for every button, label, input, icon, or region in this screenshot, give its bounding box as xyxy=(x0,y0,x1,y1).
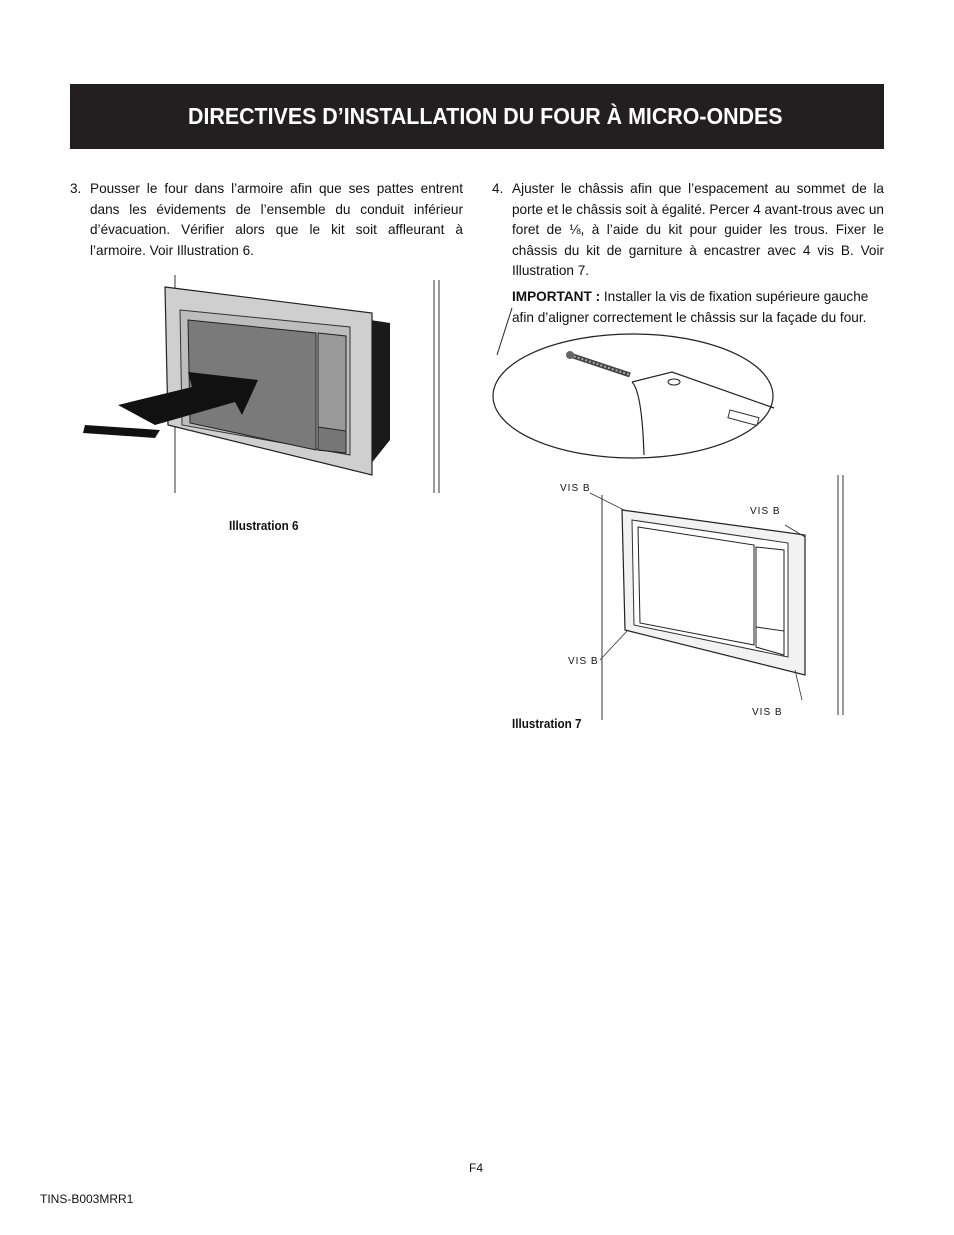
section-header xyxy=(70,84,884,149)
illustration-7-drawing xyxy=(590,475,860,725)
vis-b-label-bottom-left: VIS B xyxy=(568,656,599,667)
vis-b-label-top-right: VIS B xyxy=(750,506,781,517)
illustration-6-drawing xyxy=(80,275,450,495)
step-4-text: Ajuster le châssis afin que l’espacement au sommet de la porte et le châssis soit à égalité. Percer 4 avant-trous avec un foret de ⅛, à l’aide du kit pour guider les trous. Fixer le châssis du kit de garniture à encastrer avec 4 vis B. Voir Illustration 7. xyxy=(512,181,884,278)
page-number: F4 xyxy=(469,1161,484,1175)
step-4-number: 4. xyxy=(492,181,504,196)
illustration-6-caption: Illustration 6 xyxy=(229,518,299,533)
document-code: TINS-B003MRR1 xyxy=(40,1192,134,1206)
illustration-7-caption: Illustration 7 xyxy=(512,716,582,731)
vis-b-label-top-left: VIS B xyxy=(560,483,591,494)
page-title: DIRECTIVES D’INSTALLATION DU FOUR À MICRO-ONDES xyxy=(188,103,783,129)
illustration-7-zoom-detail xyxy=(492,300,782,465)
step-3-text: Pousser le four dans l’armoire afin que ses pattes entrent dans les évidements de l’ensemble du conduit inférieur d’évacuation. Vérifier alors que le kit soit affleurant à l’armoire. Voir Illustration 6. xyxy=(90,181,463,258)
step-4 xyxy=(492,179,884,282)
step-3 xyxy=(70,179,463,261)
important-text: Installer la vis de fixation supérieure gauche afin d’aligner correctement le châssis sur la façade du four. xyxy=(512,289,869,325)
step-3-number: 3. xyxy=(70,181,82,196)
important-label: IMPORTANT : xyxy=(512,289,601,304)
vis-b-label-bottom-right: VIS B xyxy=(752,707,783,718)
